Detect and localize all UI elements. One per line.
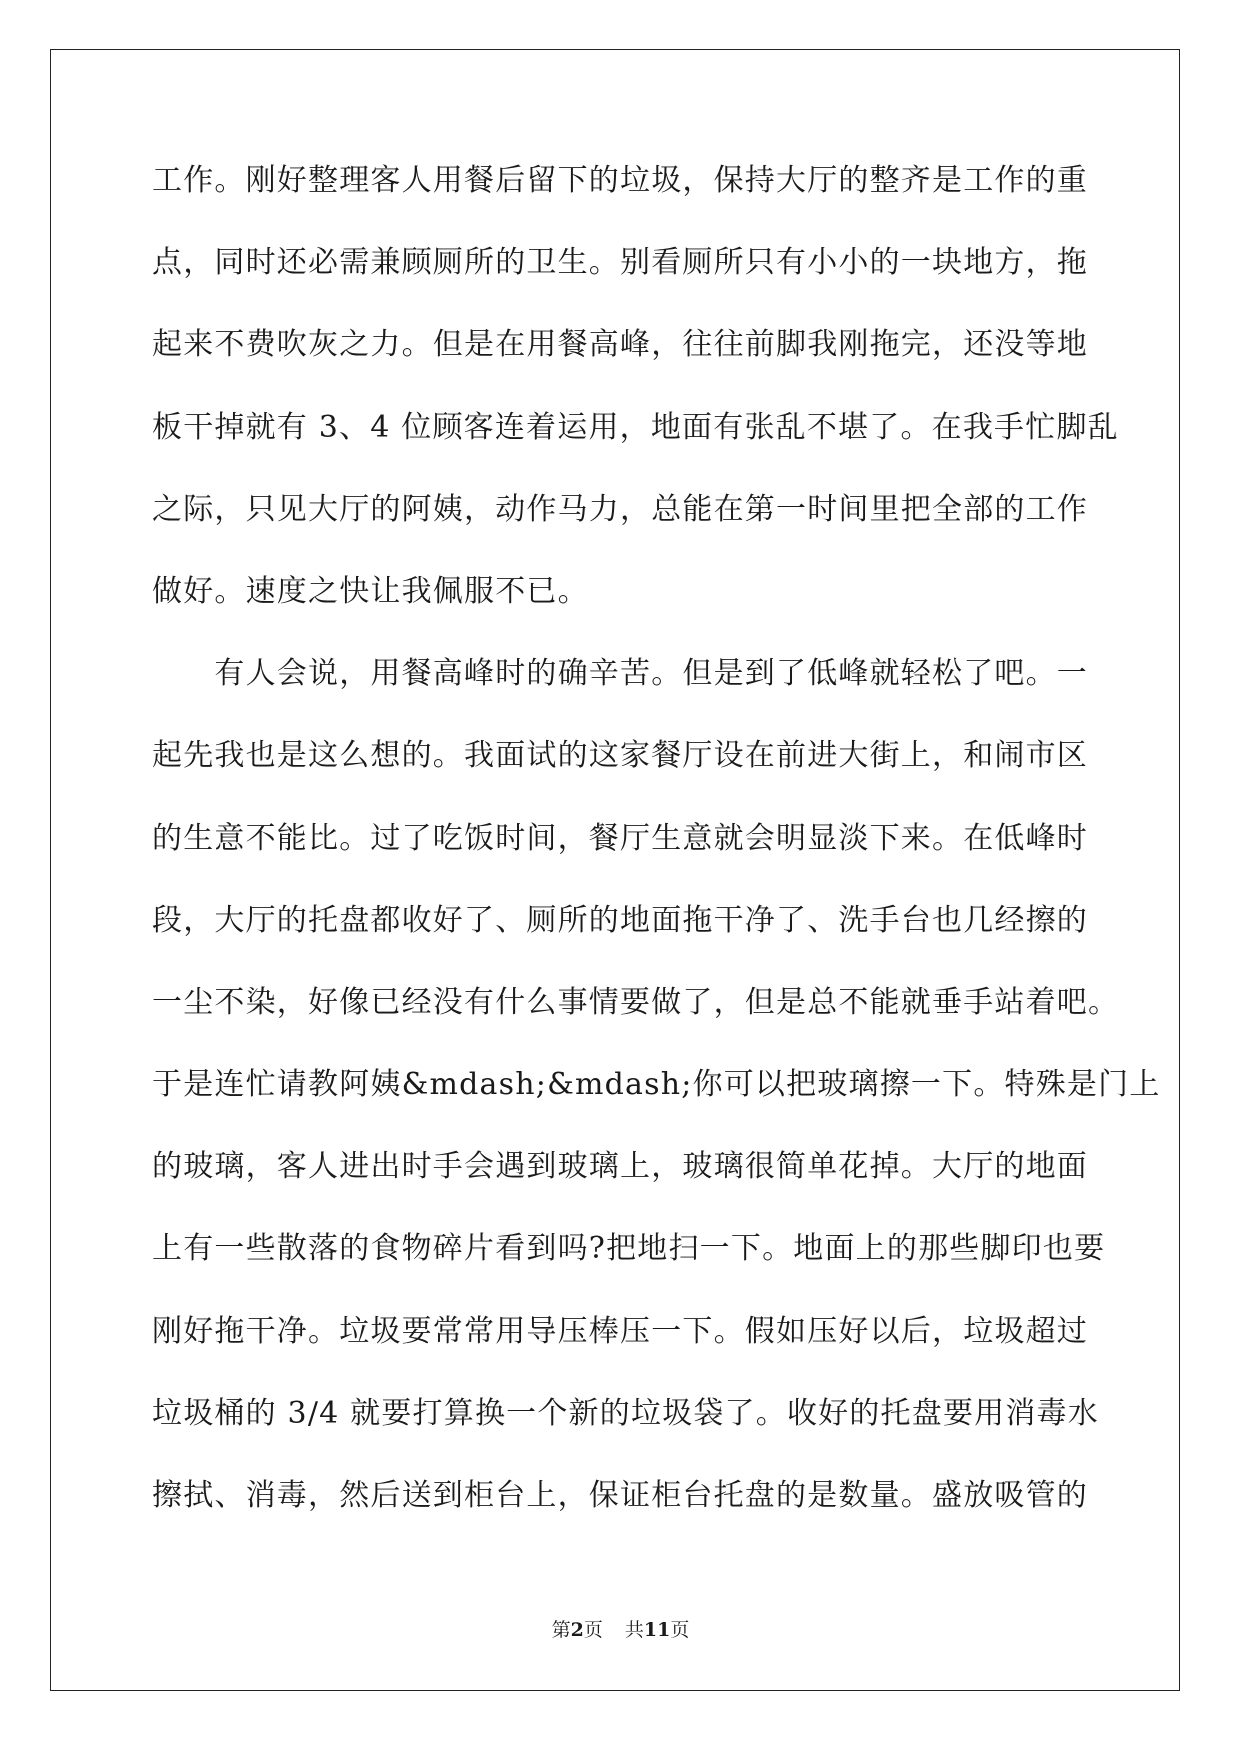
- total-suffix: 页: [670, 1619, 690, 1641]
- document-body: [152, 158, 1161, 1555]
- total-prefix: 共: [624, 1619, 644, 1641]
- text-line-1: 工作。刚好整理客人用餐后留下的垃圾，保持大厅的整齐是工作的重: [152, 163, 1088, 198]
- page-prefix: 第: [551, 1619, 571, 1641]
- text-line-4: 板干掉就有 3、4 位顾客连着运用，地面有张乱不堪了。在我手忙脚乱: [152, 409, 1119, 445]
- text-line-9: 的生意不能比。过了吃饭时间，餐厅生意就会明显淡下来。在低峰时: [152, 820, 1088, 856]
- text-line-10: 段，大厅的托盘都收好了、厕所的地面拖干净了、洗手台也几经擦的: [152, 902, 1088, 938]
- text-line-13: 的玻璃，客人进出时手会遇到玻璃上，玻璃很简单花掉。大厅的地面: [152, 1149, 1088, 1185]
- text-line-8: 起先我也是这么想的。我面试的这家餐厅设在前进大街上，和闹市区: [152, 738, 1088, 774]
- text-line-16: 垃圾桶的 3/4 就要打算换一个新的垃圾袋了。收好的托盘要用消毒水: [152, 1395, 1099, 1431]
- text-line-17: 擦拭、消毒，然后送到柜台上，保证柜台托盘的是数量。盛放吸管的: [152, 1478, 1088, 1513]
- text-line-2: 点，同时还必需兼顾厕所的卫生。别看厕所只有小小的一块地方，拖: [152, 245, 1088, 281]
- text-line-11: 一尘不染，好像已经没有什么事情要做了，但是总不能就垂手站着吧。: [152, 984, 1120, 1020]
- text-line-15: 刚好拖干净。垃圾要常常用导压棒压一下。假如压好以后，垃圾超过: [152, 1313, 1088, 1349]
- text-line-3: 起来不费吹灰之力。但是在用餐高峰，往往前脚我刚拖完，还没等地: [152, 327, 1088, 363]
- text-line-6: 做好。速度之快让我佩服不已。: [152, 573, 589, 609]
- total-pages: 11: [643, 1619, 671, 1641]
- page-footer: [0, 1618, 1241, 1642]
- text-line-7: 有人会说，用餐高峰时的确辛苦。但是到了低峰就轻松了吧。一: [152, 656, 1088, 692]
- page-number: 2: [570, 1619, 584, 1641]
- text-line-14: 上有一些散落的食物碎片看到吗?把地扫一下。地面上的那些脚印也要: [152, 1231, 1106, 1267]
- text-line-12: 于是连忙请教阿姨&mdash;&mdash;你可以把玻璃擦一下。特殊是门上: [152, 1067, 1161, 1103]
- text-line-5: 之际，只见大厅的阿姨，动作马力，总能在第一时间里把全部的工作: [152, 491, 1088, 527]
- page-suffix: 页: [583, 1619, 603, 1641]
